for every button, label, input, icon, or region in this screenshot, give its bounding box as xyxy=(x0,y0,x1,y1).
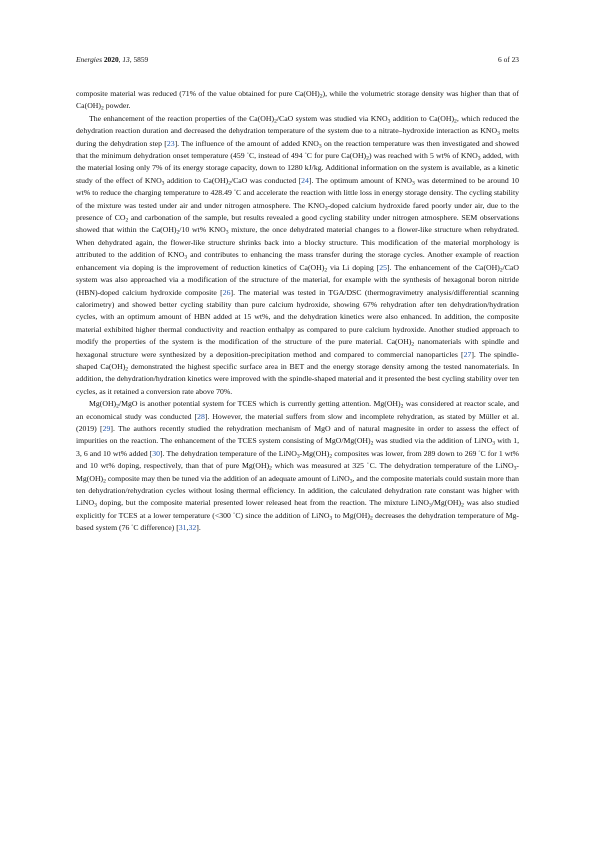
text-run: /10 wt% KNO xyxy=(179,225,226,235)
text-run: was determined to be around 10 wt% to reduce the charging temperature to 428.49 xyxy=(76,175,519,198)
text-run: mixture, the once dehydrated material changes to a flower-like structure when rehydrated. When dehydrated again, the flower-like structure shrinks back into a blocky structure. This modification of the material morphology is attributed to the addition of KNO xyxy=(76,225,519,260)
text-run: via Li doping [ xyxy=(327,262,380,272)
text-run: /CaO system was studied via KNO xyxy=(276,113,388,123)
subscript: 2 xyxy=(370,440,374,447)
text-run: was studied via the addition of LiNO xyxy=(373,436,493,446)
page-header xyxy=(76,55,519,64)
citation-link[interactable]: 32 xyxy=(188,523,197,533)
text-run: ]. However, the material suffers from slow and incomplete rehydration, as stated by Müller et al. (2019) [ xyxy=(76,411,520,433)
text-run: demonstrated the highest specific surface area in BET and the energy storage density among the tested nanomaterials. In addition, the dehydration/hydration kinetics were improved with the spindle-shaped material and it presented the best cycling stability over ten cycles, as it retained a conversion rate above 70%. xyxy=(76,361,519,396)
text-run: C, instead of 494 xyxy=(248,151,305,161)
subscript: 2 xyxy=(461,502,464,509)
citation-link[interactable]: 31 xyxy=(178,523,187,533)
text-run: The enhancement of the reaction properties of the Ca(OH) xyxy=(89,113,275,123)
citation-link[interactable]: 25 xyxy=(379,262,388,272)
text-run: which was measured at 325 xyxy=(271,461,367,471)
text-run: composite may then be tuned via the addition of an adequate amount of LiNO xyxy=(105,473,350,483)
subscript: 2 xyxy=(176,229,180,236)
subscript: 2 xyxy=(228,180,231,187)
subscript: 2 xyxy=(274,118,277,125)
text-run: /MgO is another potential system for TCES which is currently getting attention. Mg(OH) xyxy=(118,399,401,409)
journal-article-number: 5859 xyxy=(133,55,149,64)
subscript: 3 xyxy=(492,440,495,447)
text-run: ]. The authors recently studied the rehydration mechanism of MgO and of natural magnesite in order to assess the effect of impurities on the reaction. The enhancement of the TCES system consisting of MgO/Mg(OH) xyxy=(76,423,519,446)
text-run: C difference) [ xyxy=(133,523,179,533)
text-run: C. The dehydration temperature of the LiNO xyxy=(369,461,514,471)
text-run: decreases the dehydration temperature of Mg-based system (76 xyxy=(76,510,520,533)
text-run: to Mg(OH) xyxy=(332,510,370,520)
text-run: ]. The optimum amount of KNO xyxy=(308,175,413,185)
text-run: , which reduced the dehydration reaction duration and decreased the dehydration temperature of the system due to a nitrate–hydroxide interaction as KNO xyxy=(76,113,519,136)
subscript: 3 xyxy=(477,155,481,162)
citation-link[interactable]: 27 xyxy=(463,349,472,359)
text-run: ]. xyxy=(196,523,201,533)
citation-link[interactable]: 26 xyxy=(222,287,231,297)
subscript: 3 xyxy=(324,205,328,212)
text-run: C) since the addition of LiNO xyxy=(235,510,330,520)
subscript: 3 xyxy=(296,453,300,460)
text-run: composite material was reduced (71% of the value obtained for pure Ca(OH) xyxy=(76,89,320,98)
subscript: 3 xyxy=(161,180,165,187)
paragraph-2 xyxy=(76,113,519,398)
subscript: 3 xyxy=(94,502,97,509)
text-run: ), while the volumetric storage density was higher than that of Ca(OH) xyxy=(76,89,519,111)
body-text xyxy=(76,88,519,535)
text-run: ]. The influence of the amount of added KNO xyxy=(174,138,319,148)
text-run: addition to Ca(OH) xyxy=(164,175,229,185)
subscript: 3 xyxy=(184,254,188,261)
text-run: /CaO system was also approached via a modification of the structure of the material, for example with the synthesis of hexagonal boron nitride (HBN)-doped calcium hydroxide composite [ xyxy=(76,262,519,297)
page-number: 6 of 23 xyxy=(498,55,519,64)
journal-year: 2020 xyxy=(103,55,119,64)
subscript: 2 xyxy=(116,403,119,410)
subscript: 2 xyxy=(369,515,373,522)
subscript: 2 xyxy=(411,341,415,348)
superscript: ◦ xyxy=(233,188,236,195)
text-run: ]. The enhancement of the Ca(OH) xyxy=(387,262,500,272)
text-run: , and the composite materials could sustain more than ten dehydration/rehydration cycles without losing thermal efficiency. In addition, the calculated dehydration rate constant was higher with LiNO xyxy=(76,473,519,508)
citation-link[interactable]: 23 xyxy=(166,138,175,148)
subscript: 2 xyxy=(499,267,503,274)
subscript: 2 xyxy=(100,105,104,112)
subscript: 2 xyxy=(454,118,457,125)
subscript: 3 xyxy=(497,130,500,137)
text-run: and carbonation of the sample, but results revealed a good cycling stability under nitrogen atmosphere. SEM observations showed that within the Ca(OH) xyxy=(76,213,519,235)
journal-citation: Energies 2020, 13, 5859 xyxy=(76,55,149,64)
subscript: 3 xyxy=(429,502,432,509)
text-run: C for 1 wt% and 10 wt% doping, respectively, than that of pure Mg(OH) xyxy=(76,448,520,471)
text-run: addition to Ca(OH) xyxy=(390,113,455,123)
text-run: was considered at reactor scale, and an economical study was conducted [ xyxy=(76,399,519,421)
subscript: 3 xyxy=(329,515,333,522)
paragraph-3 xyxy=(76,398,519,534)
text-run: added, with the material losing only 7% of its energy storage capacity, down to 1280 kJ/kg. Additional information on the system is available, as a kinetic study of the effect of KNO xyxy=(76,151,519,185)
citation-link[interactable]: 30 xyxy=(152,448,161,458)
text-run: composites was lower, from 289 down to 269 xyxy=(332,448,479,458)
text-run: melts during the dehydration step [ xyxy=(76,126,519,148)
subscript: 3 xyxy=(513,465,517,472)
paragraph-1 xyxy=(76,88,519,113)
text-run: powder. xyxy=(103,101,131,111)
subscript: 2 xyxy=(366,155,369,162)
superscript: ◦ xyxy=(478,448,481,455)
subscript: 3 xyxy=(412,180,415,187)
text-run: ]. The dehydration temperature of the LiNO xyxy=(160,448,297,458)
citation-link[interactable]: 29 xyxy=(102,423,111,433)
text-run: -doped calcium hydroxide fared poorly under air, due to the presence of CO xyxy=(76,200,519,223)
text-run: , xyxy=(186,523,189,533)
subscript: 2 xyxy=(103,478,106,485)
subscript: 2 xyxy=(269,465,272,472)
subscript: 2 xyxy=(324,267,328,274)
text-run: /Mg(OH) xyxy=(431,498,462,508)
text-run: C and accelerate the reaction with little loss in energy storage density. The cycling stability of the mixture was tested under air and under nitrogen atmosphere. The KNO xyxy=(76,188,519,210)
subscript: 2 xyxy=(125,217,129,224)
subscript: 3 xyxy=(387,118,391,125)
text-run: /CaO was conducted [ xyxy=(230,175,302,185)
subscript: 3 xyxy=(349,478,353,485)
text-run: ]. The spindle-shaped Ca(OH) xyxy=(76,349,519,371)
text-run: with 1, 3, 6 and 10 wt% added [ xyxy=(76,436,520,458)
superscript: ◦ xyxy=(246,151,249,158)
subscript: 2 xyxy=(400,403,404,410)
text-run: Mg(OH) xyxy=(89,399,117,409)
superscript: ◦ xyxy=(131,523,134,530)
subscript: 2 xyxy=(329,453,333,460)
journal-volume: 13 xyxy=(122,55,130,64)
text-run: was also studied explicitly for TCES at a lower temperature (<300 xyxy=(76,498,519,520)
subscript: 2 xyxy=(319,93,323,100)
text-run: C for pure Ca(OH) xyxy=(306,151,367,161)
text-run: -Mg(OH) xyxy=(76,461,520,483)
text-run: ) was reached with 5 wt% of KNO xyxy=(368,151,478,161)
text-run: -Mg(OH) xyxy=(299,448,330,458)
text-run: doping, but the composite material presented lower released heat from the reaction. The mixture LiNO xyxy=(96,498,430,508)
text-run: and contributes to enhancing the mass transfer during the storage cycles. Another example of reaction enhancement via doping is the improvement of reduction kinetics of Ca(OH) xyxy=(76,250,520,272)
citation-link[interactable]: 28 xyxy=(197,411,205,421)
text-run: ]. The material was tested in TGA/DSC (thermogravimetry analysis/differential scanning calorimetry) and showed better cycling stability than pure calcium hydroxide, showing 67% rehydration after ten dehydration/hydration cycles, with an optimum amount of HBN added at 15 wt%, and the dehydration kinetics were also enhanced. In addition, the composite material exhibited higher thermal conductivity and reaction enthalpy as compared to pure calcium hydroxide. Another studied approach to modify the properties of the system is the modification of the structure of the pure material. Ca(OH) xyxy=(76,287,520,347)
superscript: ◦ xyxy=(304,151,307,158)
citation-link[interactable]: 24 xyxy=(301,175,309,185)
journal-name: Energies xyxy=(76,55,102,64)
text-run: on the reaction temperature was then investigated and showed that the minimum dehydration onset temperature (459 xyxy=(76,138,519,161)
subscript: 3 xyxy=(225,229,229,236)
superscript: ◦ xyxy=(233,510,236,517)
superscript: ◦ xyxy=(366,461,370,468)
subscript: 3 xyxy=(318,143,322,150)
subscript: 2 xyxy=(125,366,129,373)
text-run: nanomaterials with spindle and hexagonal structure were synthesized by a deposition-precipitation method and compared to commercial nanoparticles [ xyxy=(76,337,519,359)
